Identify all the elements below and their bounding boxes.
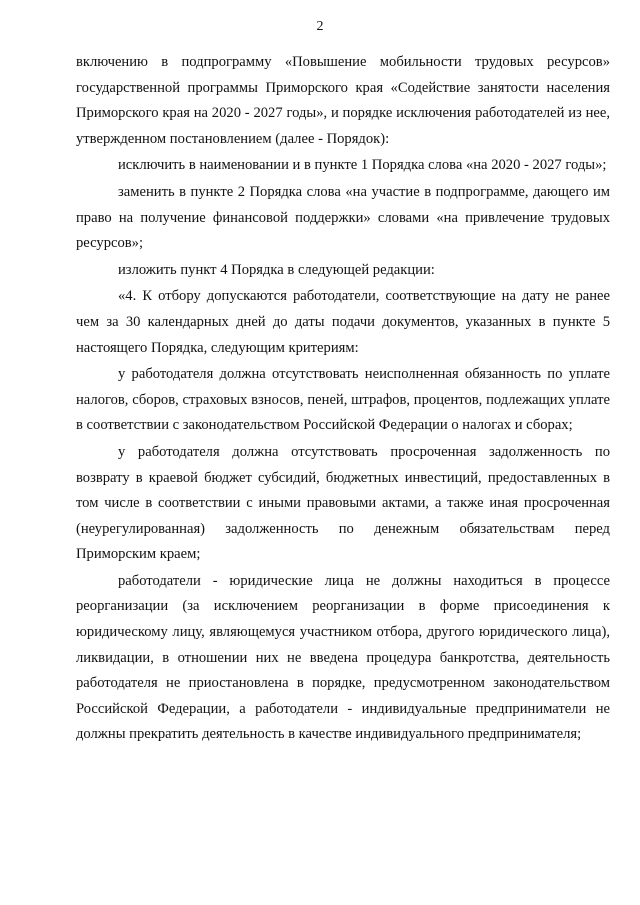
paragraph-criterion-debt: у работодателя должна отсутствовать просроченная задолженность по возврату в краевой бюджет субсидий, бюджетных инвестиций, предоставленных в том числе в соответствии с иными правовыми актами, а также иная просроченная (неурегулированная) задолженность по денежным обязательствам перед Приморским краем; [76, 443, 610, 563]
paragraph-replace-point-2: заменить в пункте 2 Порядка слова «на участие в подпрограмме, дающего им право на получение финансовой поддержки» словами «на привлечение трудовых ресурсов»; [76, 183, 610, 252]
page-number: 2 [316, 19, 324, 34]
paragraph-intro-continuation: включению в подпрограмму «Повышение мобильности трудовых ресурсов» государственной программы Приморского края «Содействие занятости населения Приморского края на 2020 - 2027 годы», и порядке исключения работодателей из нее, утвержденном постановлением (далее - Порядок): [76, 54, 610, 147]
paragraph-point-4-text: «4. К отбору допускаются работодатели, соответствующие на дату не ранее чем за 30 календарных дней до даты подачи документов, указанных в пункте 5 настоящего Порядка, следующим критериям: [76, 288, 610, 356]
paragraph-criterion-reorganization: работодатели - юридические лица не должны находиться в процессе реорганизации (за исключением реорганизации в форме присоединения к юридическому лицу, являющемуся участником отбора, другого юридического лица), ликвидации, в отношении них не введена процедура банкротства, деятельность работодателя не приостановлена в порядке, предусмотренном законодательством Российской Федерации, а работодатели - индивидуальные предприниматели не должны прекратить деятельность в качестве индивидуального предпринимателя; [76, 572, 610, 743]
paragraph-restate-point-4: изложить пункт 4 Порядка в следующей редакции: [118, 261, 435, 278]
document-body [76, 50, 610, 748]
paragraph-exclude-years: исключить в наименовании и в пункте 1 Порядка слова «на 2020 - 2027 годы»; [118, 157, 607, 174]
paragraph-criterion-taxes: у работодателя должна отсутствовать неисполненная обязанность по уплате налогов, сборов, страховых взносов, пеней, штрафов, процентов, подлежащих уплате в соответствии с законодательством Российской Федерации о налогах и сборах; [76, 366, 610, 434]
